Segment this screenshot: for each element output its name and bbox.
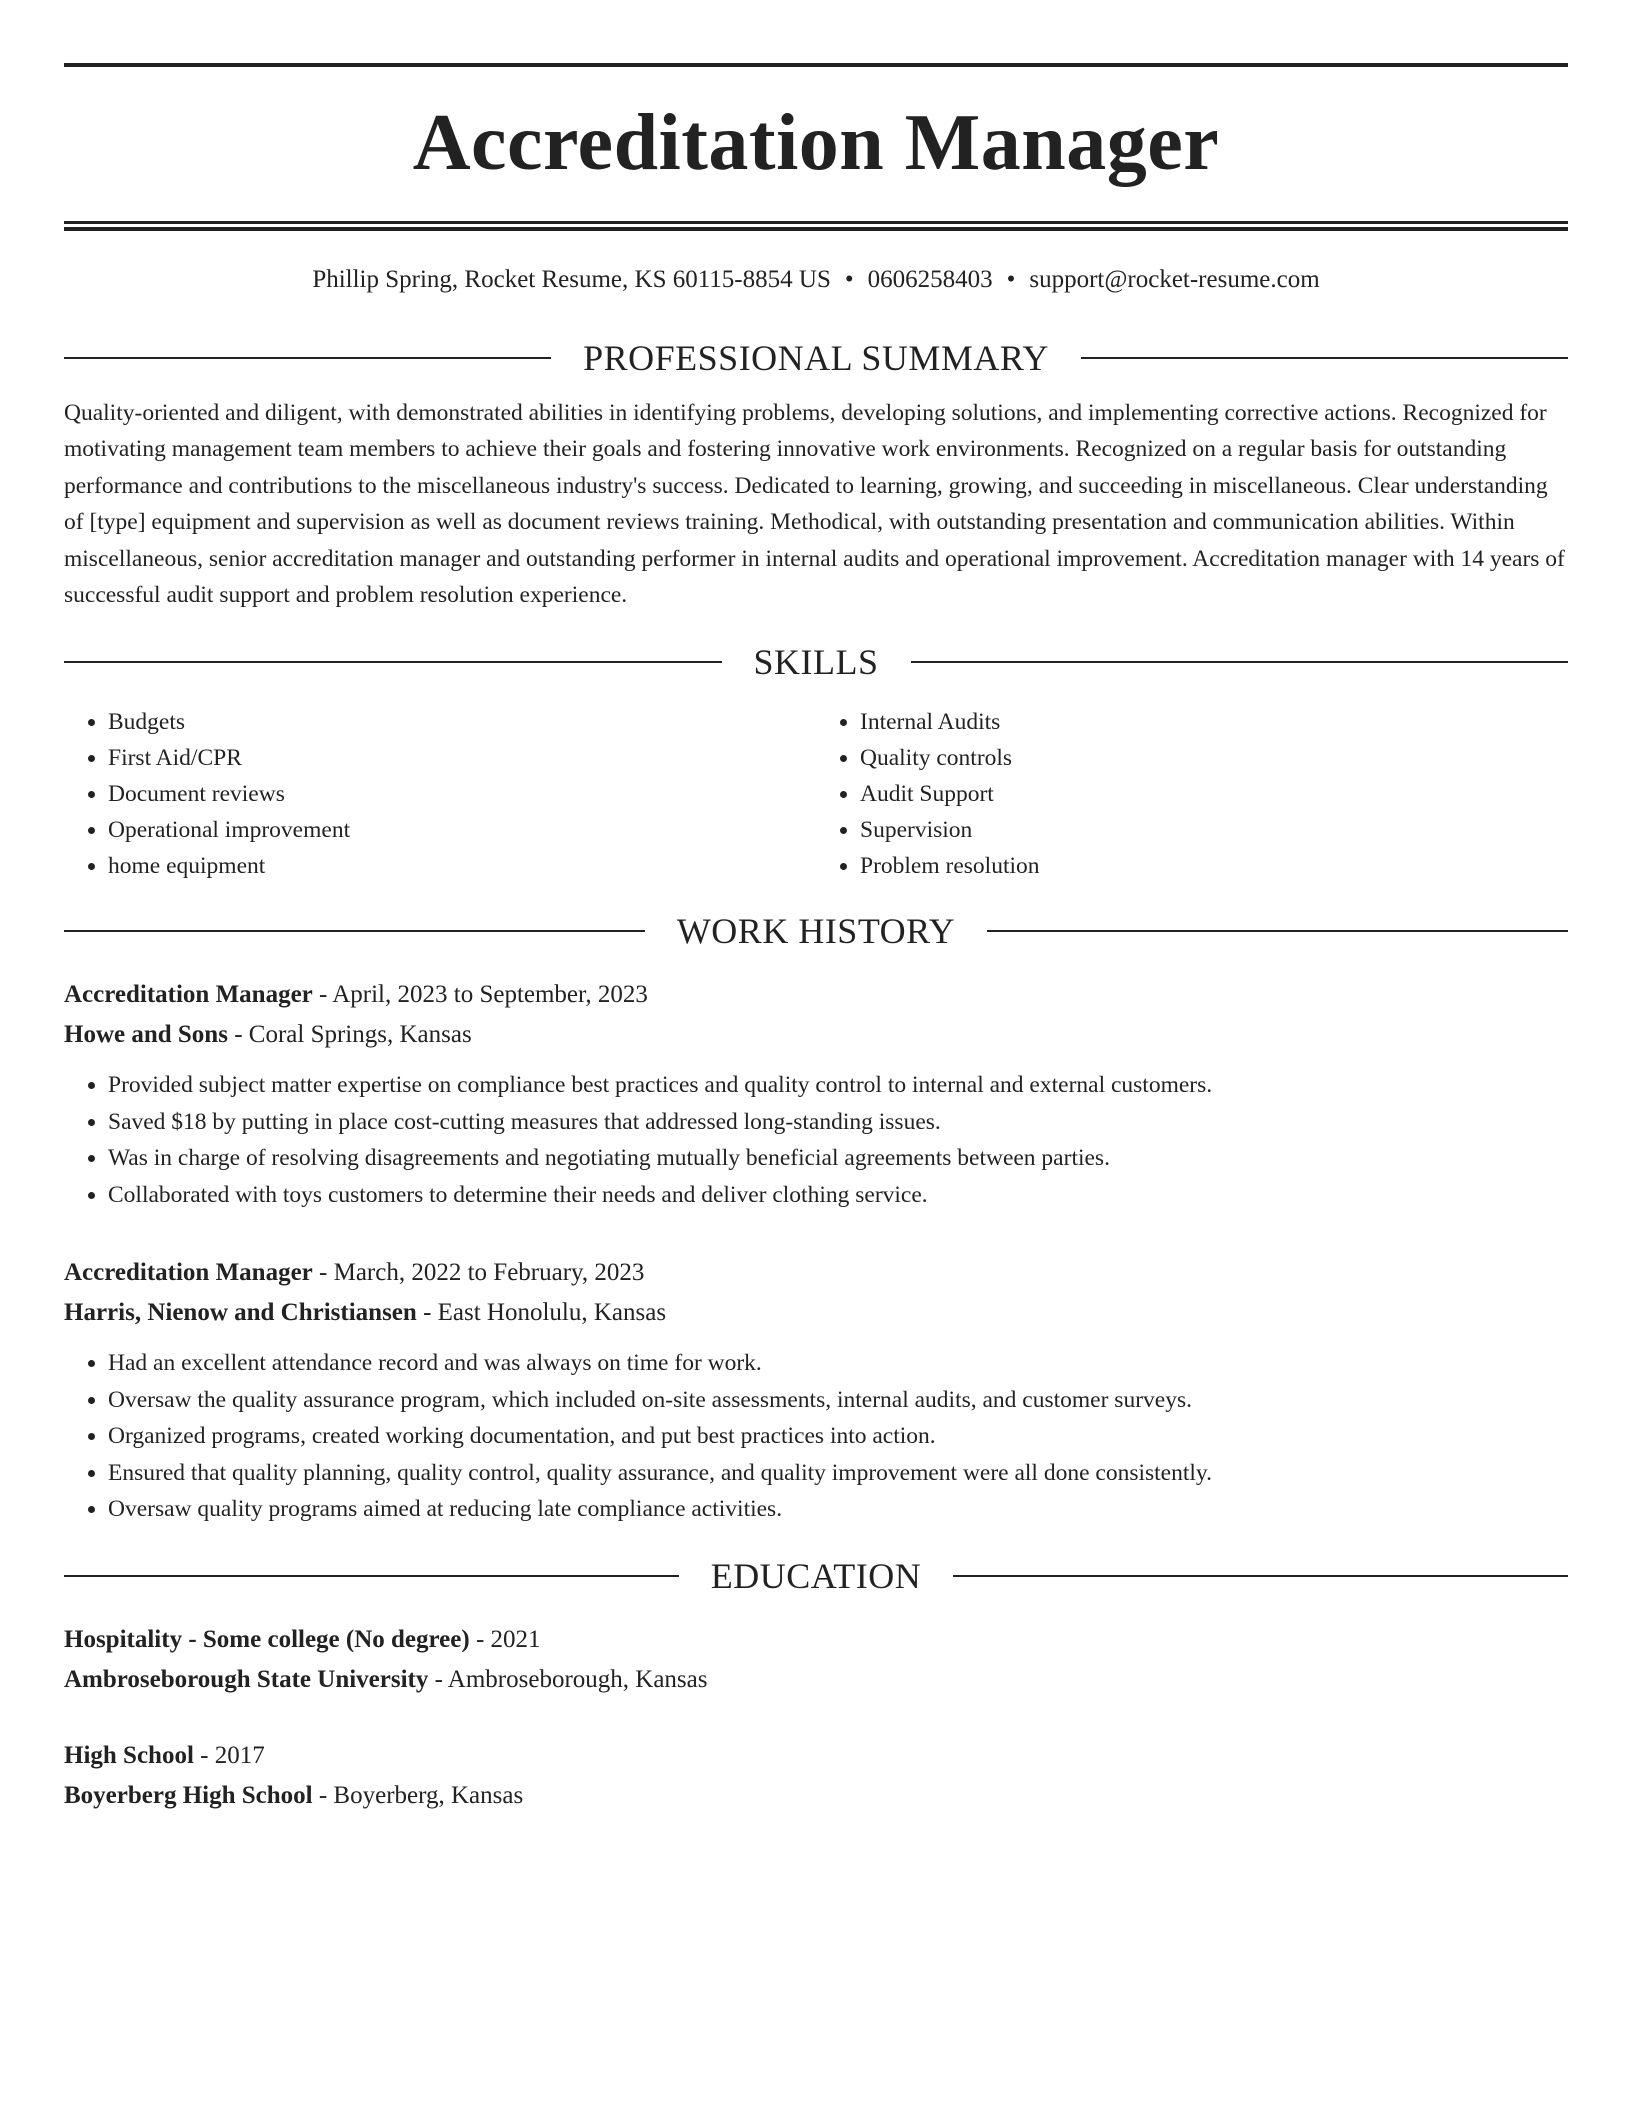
education-year: - 2017 [193,1741,265,1769]
contact-line [64,264,1568,296]
skill-item: • Document reviews [108,776,816,812]
skill-item: • Supervision [860,812,1568,848]
job-entry [64,975,1568,1213]
skills-column-right [816,704,1568,884]
education-degree-line [64,1736,1568,1776]
skills-list [64,704,1568,884]
skill-item: • Internal Audits [860,704,1568,740]
job-bullet: • Was in charge of resolving disagreements and negotiating mutually beneficial agreements between parties. [108,1140,1568,1177]
education-entry [64,1736,1568,1816]
job-bullet: • Collaborated with toys customers to determine their needs and deliver clothing service. [108,1177,1568,1214]
top-rule [64,63,1568,67]
job-bullet: • Ensured that quality planning, quality control, quality assurance, and quality improvement were all done consistently. [108,1455,1568,1492]
summary-heading [64,336,1568,380]
education-degree: Hospitality - Some college (No degree) [64,1625,470,1653]
heading-rule-left [64,357,551,359]
heading-rule-left [64,930,645,932]
work-heading-label: WORK HISTORY [676,911,956,952]
job-dates: - March, 2022 to February, 2023 [312,1259,645,1287]
contact-separator: • [844,266,854,293]
job-location: - East Honolulu, Kansas [416,1299,667,1327]
resume-page [64,0,1568,1816]
summary-heading-label: PROFESSIONAL SUMMARY [583,338,1049,378]
job-bullets [64,1067,1568,1213]
job-bullet: • Organized programs, created working documentation, and put best practices into action. [108,1418,1568,1455]
job-bullet: • Had an excellent attendance record and was always on time for work. [108,1345,1568,1382]
education-location: - Boyerberg, Kansas [312,1781,524,1809]
contact-phone: 0606258403 [867,266,993,293]
title-double-rule [64,221,1568,231]
job-title-line [64,975,1568,1015]
page-title: Accreditation Manager [412,99,1220,187]
skill-item: • Audit Support [860,776,1568,812]
education-entry [64,1620,1568,1700]
contact-separator: • [1006,266,1016,293]
skills-column-left [64,704,816,884]
job-bullet: • Saved $18 by putting in place cost-cutting measures that addressed long-standing issues. [108,1104,1568,1141]
job-title: Accreditation Manager [64,981,313,1009]
heading-rule-right [911,661,1569,663]
summary-text: Quality-oriented and diligent, with demonstrated abilities in identifying problems, developing solutions, and implementing corrective actions. Recognized for motivating management team members to achieve their goals and fostering innovative work environments. Recognized on a regular basis for outstanding performance and contributions to the miscellaneous industry's success. Dedicated to learning, growing, and succeeding in miscellaneous. Clear understanding of [type] equipment and supervision as well as document reviews training. Methodical, with outstanding presentation and communication abilities. Within miscellaneous, senior accreditation manager and outstanding performer in internal audits and operational improvement. Accreditation manager with 14 years of successful audit support and problem resolution experience. [64,400,1565,609]
education-school: Ambroseborough State University [64,1665,429,1693]
skills-heading-label: SKILLS [753,642,879,683]
job-title: Accreditation Manager [64,1259,313,1287]
work-heading [64,909,1568,953]
job-company-line [64,1293,1568,1333]
job-entry [64,1253,1568,1528]
heading-rule-right [987,930,1568,932]
job-company: Harris, Nienow and Christiansen [64,1299,417,1327]
job-bullet: • Oversaw the quality assurance program, which included on-site assessments, internal audits, and customer surveys. [108,1382,1568,1419]
job-title-line [64,1253,1568,1293]
skill-item: • First Aid/CPR [108,740,816,776]
skill-item: • home equipment [108,848,816,884]
job-bullet: • Provided subject matter expertise on compliance best practices and quality control to internal and external customers. [108,1067,1568,1104]
skill-item: • Budgets [108,704,816,740]
skill-item: • Quality controls [860,740,1568,776]
job-bullets [64,1345,1568,1528]
job-bullet: • Oversaw quality programs aimed at reducing late compliance activities. [108,1491,1568,1528]
education-heading [64,1554,1568,1598]
heading-rule-right [953,1575,1568,1577]
job-company-line [64,1015,1568,1055]
education-year: - 2021 [469,1625,541,1653]
job-location: - Coral Springs, Kansas [227,1021,472,1049]
education-degree-line [64,1620,1568,1660]
education-school: Boyerberg High School [64,1781,313,1809]
skill-item: • Problem resolution [860,848,1568,884]
education-school-line [64,1660,1568,1700]
education-location: - Ambroseborough, Kansas [428,1665,708,1693]
job-dates: - April, 2023 to September, 2023 [312,981,648,1009]
contact-address: Phillip Spring, Rocket Resume, KS 60115-8854 US [312,266,831,293]
job-company: Howe and Sons [64,1021,228,1049]
education-school-line [64,1776,1568,1816]
heading-rule-right [1081,357,1568,359]
education-degree: High School [64,1741,194,1769]
skills-heading [64,640,1568,684]
education-heading-label: EDUCATION [710,1555,922,1596]
heading-rule-left [64,1575,679,1577]
contact-email: support@rocket-resume.com [1029,266,1320,293]
skill-item: • Operational improvement [108,812,816,848]
heading-rule-left [64,661,722,663]
